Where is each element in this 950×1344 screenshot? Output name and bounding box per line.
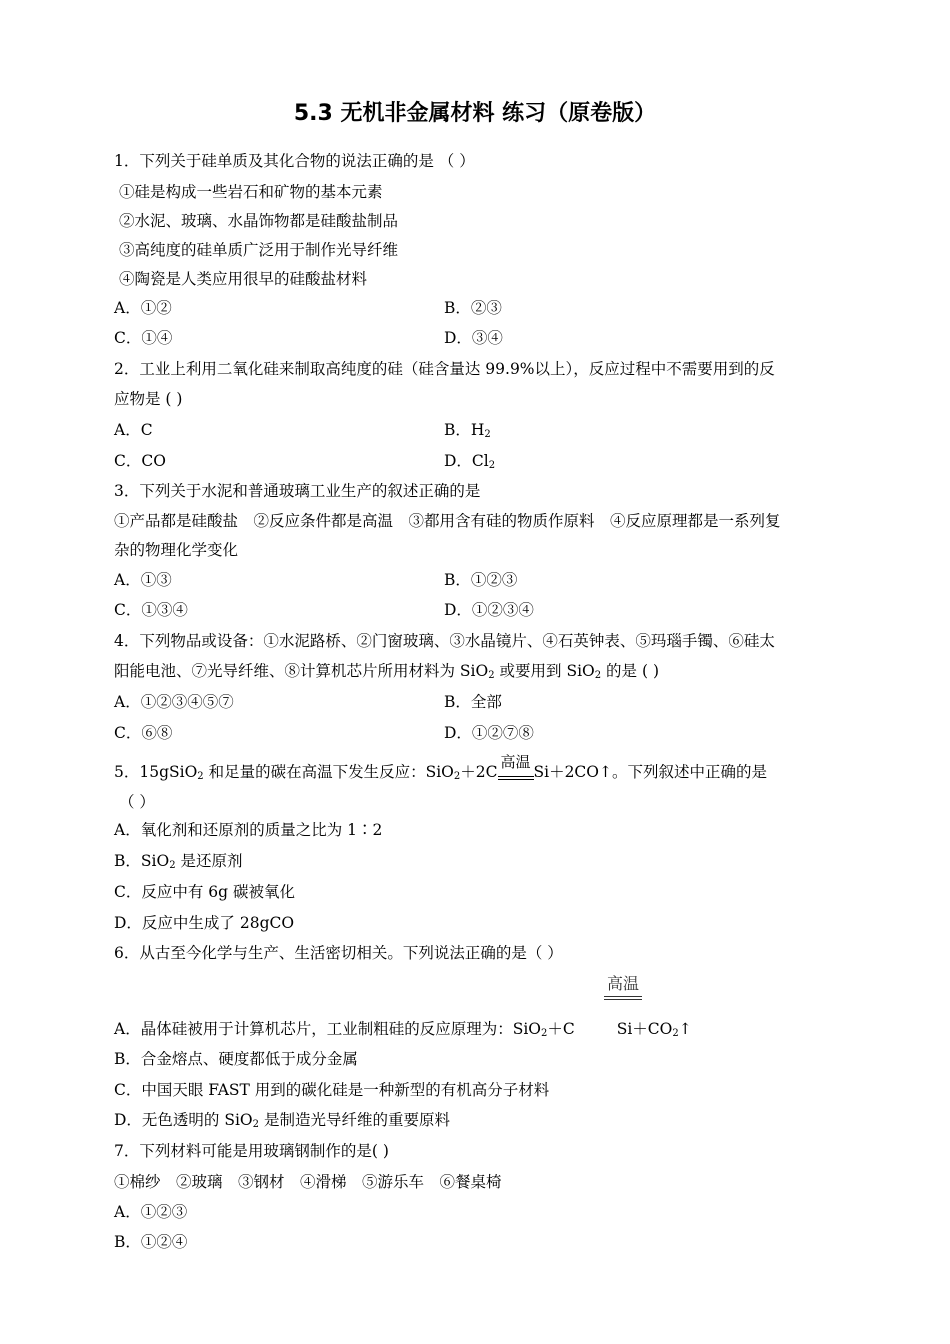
page-title: 5.3 无机非金属材料 练习（原卷版）: [293, 101, 657, 126]
q6-option-c: C．中国天眼 FAST 用到的碳化硅是一种新型的有机高分子材料: [114, 1081, 550, 1099]
q3-option-b: B．①②③: [444, 571, 518, 589]
q3-option-c: C．①③④: [114, 601, 188, 619]
q2-option-b: B．$H_2$: [444, 421, 491, 440]
q2-option-c: C．CO: [114, 452, 166, 470]
q4-option-a: A．①②③④⑤⑦: [114, 693, 234, 711]
question-3-stem: 3．下列关于水泥和普通玻璃工业生产的叙述正确的是: [114, 482, 481, 500]
q1-item-2: ②水泥、玻璃、水晶饰物都是硅酸盐制品: [119, 212, 399, 230]
q4-option-d: D．①②⑦⑧: [444, 724, 534, 742]
q5-option-c: C．反应中有 6g 碳被氧化: [114, 883, 295, 901]
reaction-condition-high-temp: 高温: [604, 974, 642, 994]
q5-option-b: B．SiO$_2$ 是还原剂: [114, 852, 243, 871]
question-2-stem-line-1: 2．工业上利用二氧化硅来制取高纯度的硅（硅含量达 99.9%以上），反应过程中不需要用到的反: [114, 360, 775, 378]
q7-option-b: B．①②④: [114, 1233, 188, 1251]
q2-option-d: D．$Cl_2$: [444, 452, 496, 471]
q7-items: ①棉纱 ②玻璃 ③钢材 ④滑梯 ⑤游乐车 ⑥餐桌椅: [114, 1173, 502, 1191]
question-1-stem: 1．下列关于硅单质及其化合物的说法正确的是 （ ）: [114, 152, 475, 170]
q3-option-a: A．①③: [114, 571, 172, 589]
question-6-stem: 6．从古至今化学与生产、生活密切相关。下列说法正确的是（ ）: [114, 944, 563, 962]
q1-item-3: ③高纯度的硅单质广泛用于制作光导纤维: [119, 241, 399, 259]
question-7-stem: 7．下列材料可能是用玻璃钢制作的是( ): [114, 1142, 389, 1160]
question-4-stem-line-1: 4．下列物品或设备：①水泥路桥、②门窗玻璃、③水晶镜片、④石英钟表、⑤玛瑙手镯、⑥硅太: [114, 632, 775, 650]
q4-option-c: C．⑥⑧: [114, 724, 173, 742]
question-4-stem-line-2: 阳能电池、⑦光导纤维、⑧计算机芯片所用材料为 SiO$_2$ 或要用到 SiO$_2$ 的是 ( ): [114, 662, 659, 681]
q3-statements-line-1: ①产品都是硅酸盐 ②反应条件都是高温 ③都用含有硅的物质作原料 ④反应原理都是一系列复: [114, 512, 781, 530]
q5-option-a: A．氧化剂和还原剂的质量之比为 1∶2: [114, 821, 383, 839]
question-2-stem-line-2: 应物是 ( ): [114, 390, 183, 408]
q6-option-a: A．晶体硅被用于计算机芯片，工业制粗硅的反应原理为：SiO$_2$＋C $Si+CO_2↑$: [114, 1020, 692, 1039]
q7-option-a: A．①②③: [114, 1203, 188, 1221]
question-5-stem: 5．15gSiO$_2$ 和足量的碳在高温下发生反应：SiO$_2$＋2C 高温 Si＋2CO↑。下列叙述中正确的是: [114, 753, 767, 782]
q1-option-d: D．③④: [444, 329, 503, 347]
q6-option-d: D．无色透明的 SiO$_2$ 是制造光导纤维的重要原料: [114, 1111, 450, 1130]
q5-option-d: D．反应中生成了 28gCO: [114, 914, 295, 932]
reaction-condition-high-temp: 高温: [498, 762, 534, 782]
q3-statements-line-2: 杂的物理化学变化: [114, 541, 239, 559]
q1-option-a: A．①②: [114, 299, 172, 317]
q2-option-a: A．C: [114, 421, 153, 439]
q1-option-b: B．②③: [444, 299, 502, 317]
q6-option-b: B．合金熔点、硬度都低于成分金属: [114, 1050, 358, 1068]
q1-item-4: ④陶瓷是人类应用很早的硅酸盐材料: [119, 270, 368, 288]
q4-option-b: B．全部: [444, 693, 502, 711]
q1-item-1: ①硅是构成一些岩石和矿物的基本元素: [119, 183, 383, 201]
q3-option-d: D．①②③④: [444, 601, 534, 619]
q5-answer-parenthesis: （ ）: [119, 793, 155, 811]
q1-option-c: C．①④: [114, 329, 173, 347]
